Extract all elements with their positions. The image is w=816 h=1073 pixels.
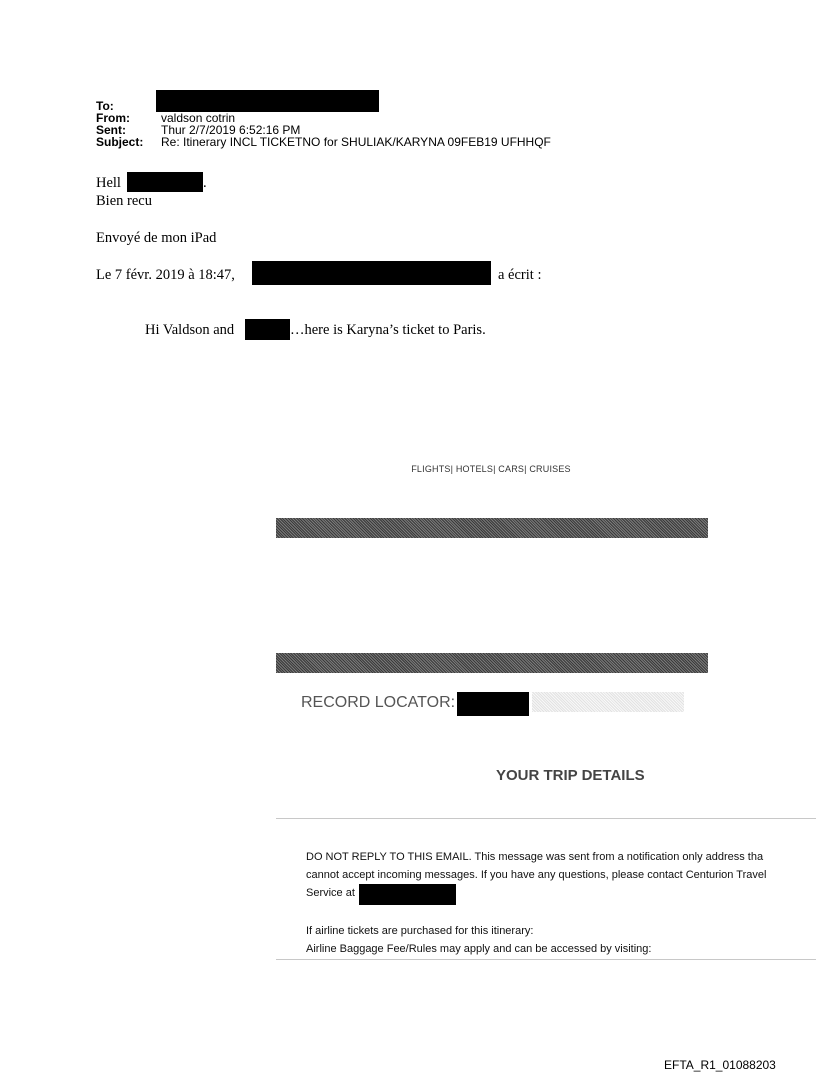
reply-line-2: Bien recu <box>96 193 152 209</box>
subject-value: Re: Itinerary INCL TICKETNO for SHULIAK/KARYNA 09FEB19 UFHHQF <box>161 135 551 149</box>
to-label: To: <box>96 99 114 113</box>
greeting-text: Hell <box>96 175 121 191</box>
redacted-sender <box>252 261 491 285</box>
forwarded-line-end: …here is Karyna’s ticket to Paris. <box>290 322 486 338</box>
redacted-greeting-name <box>127 172 203 192</box>
trip-details-title: YOUR TRIP DETAILS <box>496 767 645 784</box>
sent-label: Sent: <box>96 123 126 137</box>
tickets-line-2: Airline Baggage Fee/Rules may apply and can be accessed by visiting: <box>306 943 652 955</box>
notice-line-3: Service at <box>306 887 355 899</box>
redacted-forwarded-name <box>245 319 290 340</box>
quote-intro-suffix: a écrit : <box>498 267 542 283</box>
redacted-record-locator <box>457 692 529 716</box>
redacted-phone-number <box>359 884 456 905</box>
redacted-banner-top <box>276 518 708 538</box>
notice-line-1: DO NOT REPLY TO THIS EMAIL. This message was sent from a notification only address tha <box>306 851 764 863</box>
forwarded-line-start: Hi Valdson and <box>145 322 235 338</box>
sent-value: Thur 2/7/2019 6:52:16 PM <box>161 123 301 137</box>
document-id: EFTA_R1_01088203 <box>664 1058 776 1072</box>
travel-nav-links: FLIGHTS| HOTELS| CARS| CRUISES <box>411 464 571 474</box>
quote-intro-prefix: Le 7 févr. 2019 à 18:47, <box>96 267 235 283</box>
redacted-banner-bottom <box>276 653 708 673</box>
redacted-recipient <box>156 90 379 112</box>
section-divider-bottom <box>276 959 816 960</box>
tickets-line-1: If airline tickets are purchased for this itinerary: <box>306 925 534 937</box>
subject-label: Subject: <box>96 135 144 149</box>
record-locator-label: RECORD LOCATOR: <box>301 694 456 711</box>
greeting-period: . <box>203 175 207 191</box>
email-header <box>96 96 696 156</box>
record-locator-bar <box>300 692 684 712</box>
section-divider-top <box>276 818 816 819</box>
reply-signature: Envoyé de mon iPad <box>96 230 217 246</box>
record-locator-background <box>532 692 684 712</box>
notice-line-2: cannot accept incoming messages. If you have any questions, please contact Centurion Travel <box>306 869 767 881</box>
from-label: From: <box>96 111 130 125</box>
from-value: valdson cotrin <box>161 111 236 125</box>
